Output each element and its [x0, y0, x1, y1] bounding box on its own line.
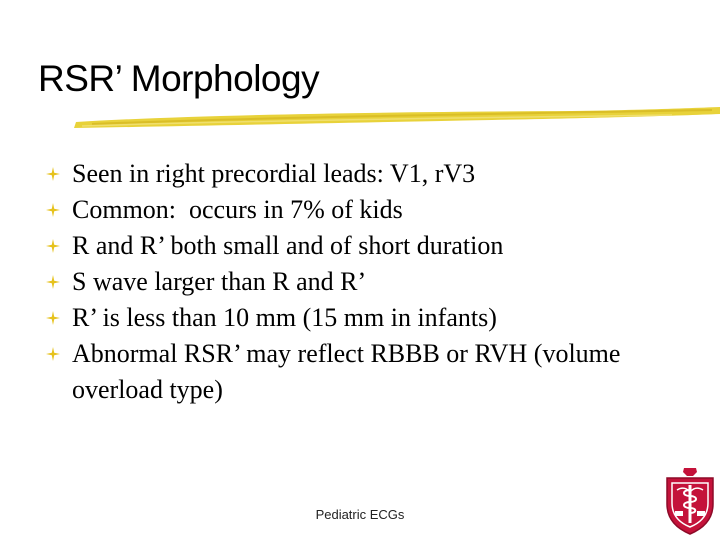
bullet-text: R’ is less than 10 mm (15 mm in infants)	[72, 303, 497, 332]
bullet-text: Common: occurs in 7% of kids	[72, 195, 403, 224]
bullet-list	[46, 156, 686, 408]
four-point-star-icon	[46, 239, 60, 253]
bullet-item	[46, 228, 686, 264]
four-point-star-icon	[46, 203, 60, 217]
slide-title: RSR’ Morphology	[38, 58, 320, 99]
bullet-text: Seen in right precordial leads: V1, rV3	[72, 159, 476, 188]
bullet-item	[46, 336, 672, 408]
bullet-item	[46, 300, 686, 336]
bullet-text: S wave larger than R and R’	[72, 267, 367, 296]
bullet-item	[46, 156, 686, 192]
bullet-text: Abnormal RSR’ may reflect RBBB or RVH (volume overload type)	[72, 339, 621, 404]
four-point-star-icon	[46, 167, 60, 181]
four-point-star-icon	[46, 347, 60, 361]
title-underline	[72, 104, 720, 132]
four-point-star-icon	[46, 275, 60, 289]
slide-footer: Pediatric ECGs	[315, 507, 405, 522]
four-point-star-icon	[46, 311, 60, 325]
bullet-item	[46, 192, 686, 228]
bullet-text: R and R’ both small and of short duration	[72, 231, 504, 260]
medical-shield-logo	[664, 466, 716, 536]
bullet-item	[46, 264, 686, 300]
